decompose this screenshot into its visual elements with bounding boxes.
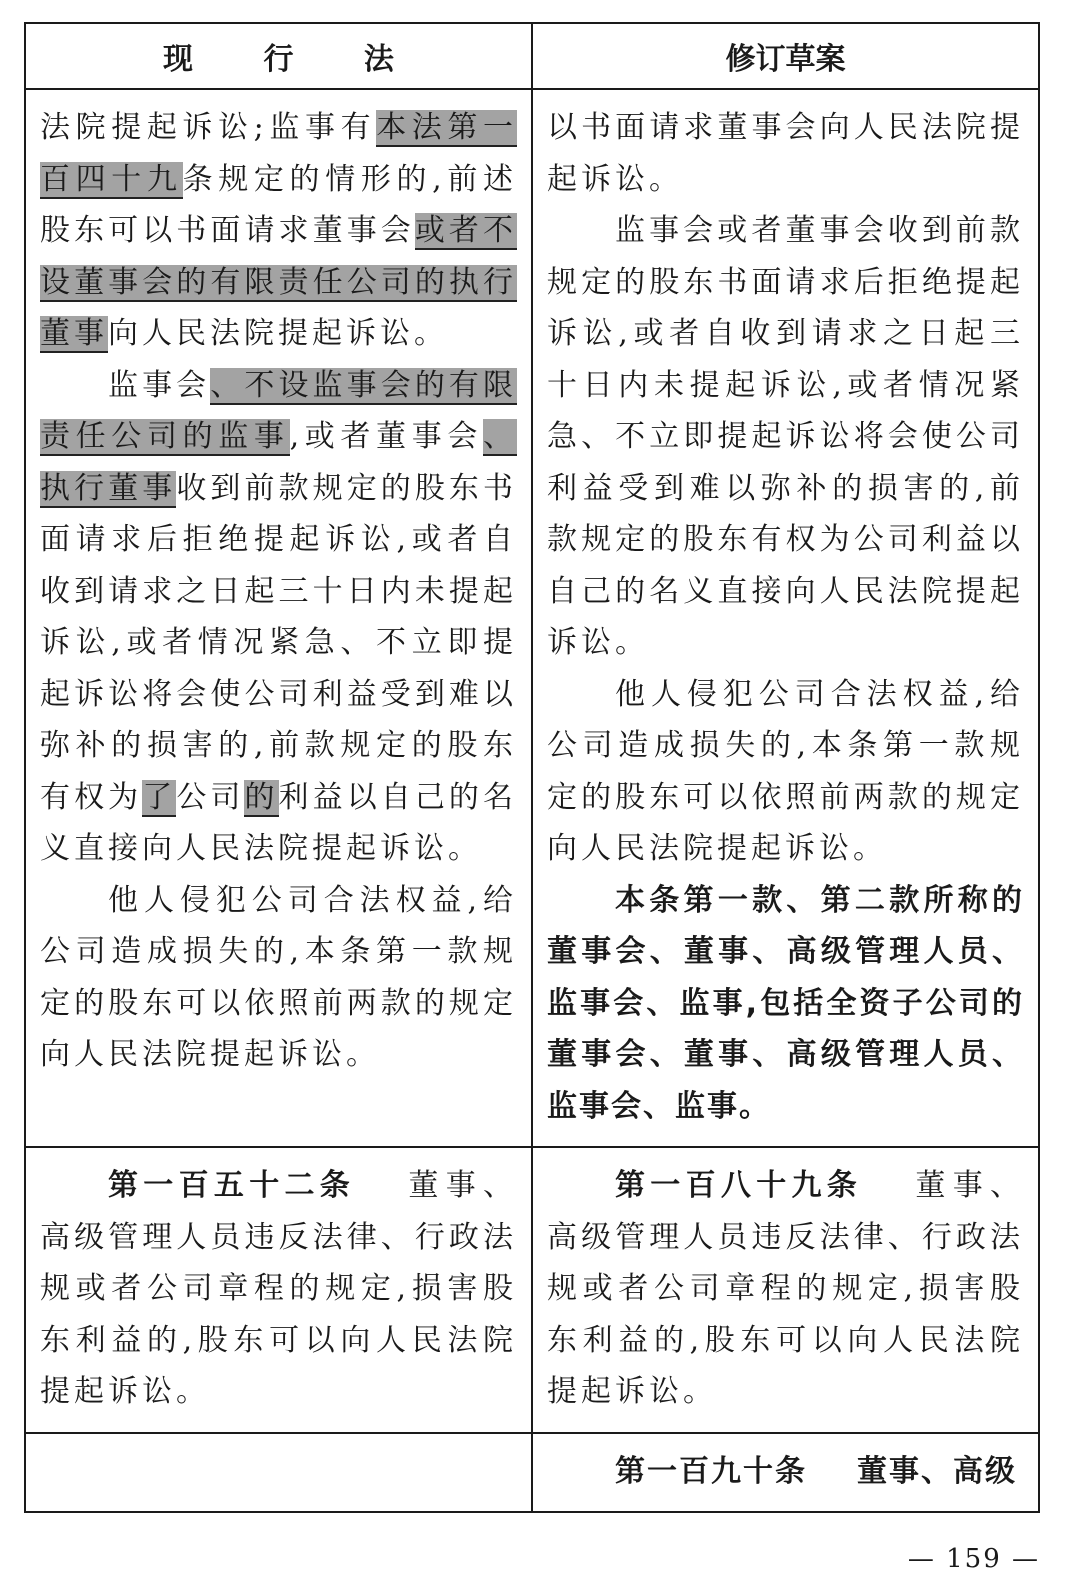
text-segment: 利益以自己的名义直接向人民法院提起诉讼。 bbox=[40, 779, 518, 866]
revision-draft-cell bbox=[532, 1433, 1039, 1513]
current-law-cell bbox=[25, 89, 532, 1147]
header-revision-draft: 修订草案 bbox=[532, 23, 1039, 89]
highlighted-deleted-text: 、执行董事 bbox=[40, 419, 517, 506]
highlighted-deleted-text: 了 bbox=[142, 779, 177, 815]
page-number: — 159 — bbox=[907, 1544, 1040, 1574]
current-law-cell bbox=[25, 1147, 532, 1433]
table-row bbox=[25, 1147, 1039, 1433]
comparison-table bbox=[24, 22, 1040, 1513]
current-law-paragraph-3: 他人侵犯公司合法权益,给公司造成损失的,本条第一款规定的股东可以依照前两款的规定向人民法院提起诉讼。 bbox=[40, 882, 517, 1072]
text-segment: 公司 bbox=[176, 779, 245, 815]
table-row bbox=[25, 89, 1039, 1147]
text-segment: 收到前款规定的股东书面请求后拒绝提起诉讼,或者自收到请求之日起三十日内未提起诉讼,或者情况紧急、不立即提起诉讼将会使公司利益受到难以弥补的损害的,前款规定的股东有权为 bbox=[40, 470, 518, 815]
text-segment: ,或者董事会 bbox=[289, 419, 483, 454]
draft-paragraph-4-new: 本条第一款、第二款所称的董事会、董事、高级管理人员、监事会、监事,包括全资子公司的董事会、董事、高级管理人员、监事会、监事。 bbox=[547, 882, 1024, 1124]
highlighted-deleted-text: 的 bbox=[244, 779, 279, 815]
table-header-row bbox=[25, 23, 1039, 89]
draft-paragraph-3: 他人侵犯公司合法权益,给公司造成损失的,本条第一款规定的股东可以依照前两款的规定向人民法院提起诉讼。 bbox=[547, 676, 1024, 866]
current-law-paragraph-2 bbox=[40, 360, 517, 875]
table-row bbox=[25, 1433, 1039, 1513]
article-text: 董事、高级 bbox=[857, 1453, 1017, 1489]
current-law-article-152 bbox=[40, 1160, 517, 1418]
draft-paragraph-2: 监事会或者董事会收到前款规定的股东书面请求后拒绝提起诉讼,或者自收到请求之日起三十日内未提起诉讼,或者情况紧急、不立即提起诉讼将会使公司利益受到难以弥补的损害的,前款规定的股东有权为公司利益以自己的名义直接向人民法院提起诉讼。 bbox=[547, 213, 1024, 660]
revision-draft-cell bbox=[532, 1147, 1039, 1433]
text-segment: 法院提起诉讼;监事有 bbox=[40, 110, 377, 145]
draft-paragraph-1: 以书面请求董事会向人民法院提起诉讼。 bbox=[547, 110, 1024, 197]
highlighted-deleted-text: 或者不设董事会的有限责任公司的执行董事 bbox=[40, 213, 518, 351]
current-law-paragraph-1 bbox=[40, 102, 517, 360]
article-text: 董事、高级管理人员违反法律、行政法规或者公司章程的规定,损害股东利益的,股东可以向人民法院提起诉讼。 bbox=[547, 1168, 1025, 1409]
article-number: 第一百八十九条 bbox=[615, 1168, 863, 1203]
current-law-cell-empty bbox=[25, 1433, 532, 1513]
highlighted-deleted-text: 本法第一百四十九 bbox=[40, 110, 518, 197]
revision-draft-cell bbox=[532, 89, 1039, 1147]
header-current-law: 现 行 法 bbox=[25, 23, 532, 89]
draft-article-189 bbox=[547, 1160, 1024, 1418]
text-segment: 条规定的情形的,前述股东可以书面请求董事会 bbox=[40, 161, 517, 248]
article-text: 董事、高级管理人员违反法律、行政法规或者公司章程的规定,损害股东利益的,股东可以向人民法院提起诉讼。 bbox=[40, 1168, 518, 1409]
highlighted-deleted-text: 、不设监事会的有限责任公司的监事 bbox=[40, 367, 518, 454]
text-segment: 向人民法院提起诉讼。 bbox=[108, 316, 448, 351]
article-number: 第一百五十二条 bbox=[108, 1168, 356, 1203]
draft-article-190 bbox=[547, 1446, 1024, 1498]
text-segment: 监事会 bbox=[108, 367, 211, 403]
article-number: 第一百九十条 bbox=[615, 1453, 807, 1489]
